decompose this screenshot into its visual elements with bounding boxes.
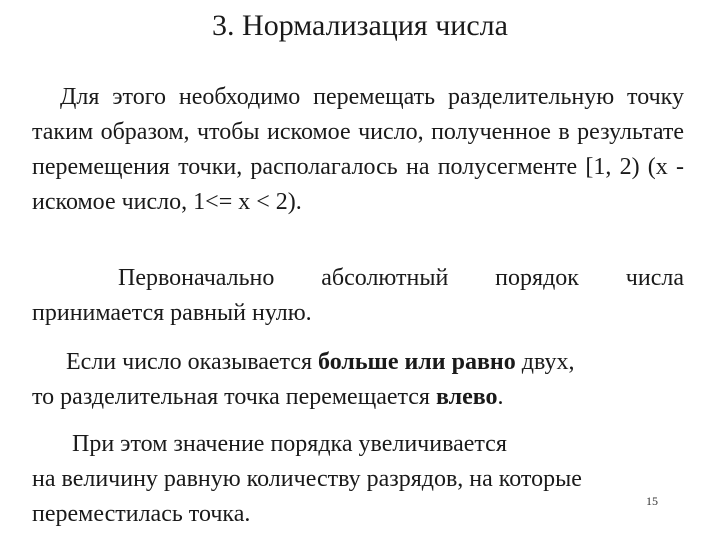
paragraph-normalization-definition [32,80,684,220]
paragraph-3-part-4: . [497,384,504,410]
paragraph-3-part-3: то разделительная точка перемещается [32,384,436,410]
page-number: 15 [646,494,658,508]
paragraph-order-increase [32,427,684,532]
emphasis-greater-or-equal: больше или равно [318,349,516,375]
paragraph-3-part-1: Если число оказывается [66,349,319,375]
slide-title: 3. Нормализация числа [212,9,508,42]
paragraph-1-text: Для этого необходимо перемещать разделительную точку таким образом, чтобы искомое число, полученное в результате перемещения точки, располагалось на полусегменте [1, 2) (x - искомое число, 1<= x < 2). [32,84,684,215]
paragraph-move-left-rule [32,345,684,415]
paragraph-4-line-1: При этом значение порядка увеличивается [72,431,507,457]
emphasis-left: влево [435,384,498,410]
paragraph-initial-order [32,261,684,331]
paragraph-3-part-2: двух, [515,349,575,375]
paragraph-4-line-3: переместилась точка. [32,501,251,527]
paragraph-4-line-2: на величину равную количеству разрядов, на которые [32,466,582,492]
paragraph-2-text: Первоначально абсолютный порядок числа принимается равный нулю. [32,265,684,326]
